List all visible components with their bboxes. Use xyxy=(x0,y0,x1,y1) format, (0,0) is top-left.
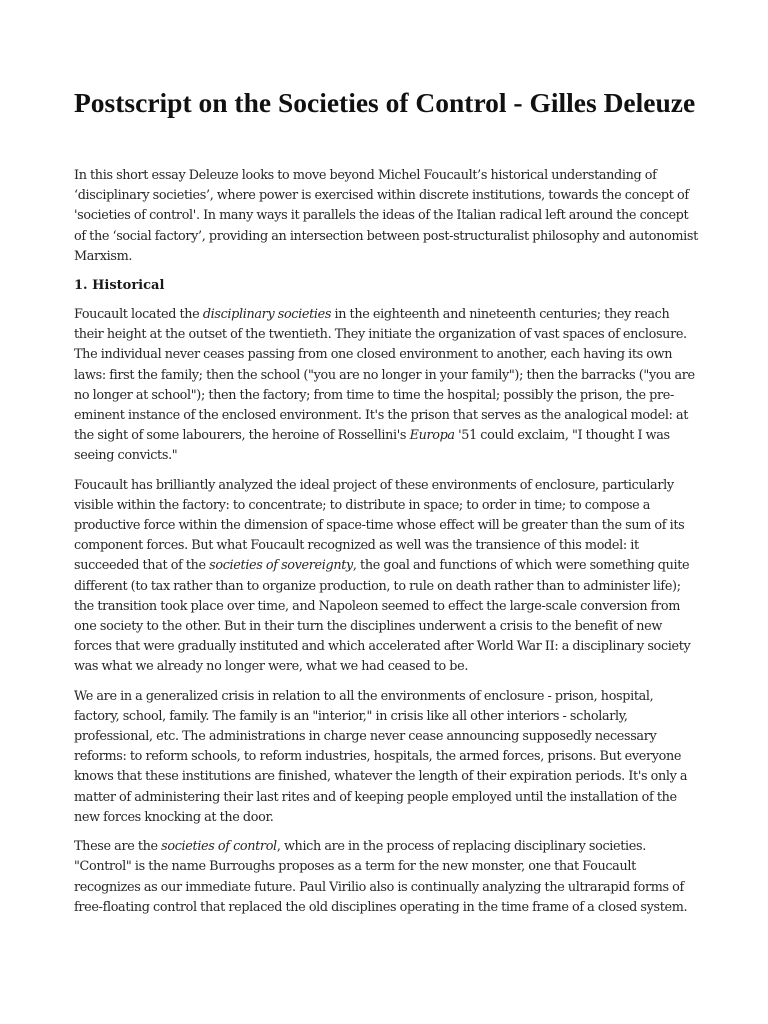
paragraph-2-text-c: , the goal and functions of which were something quite different (to tax rather than to organize production, to rule on death rather than to administer life); the transition took place over time, and Napoleon seemed to effect the large-scale conversion from one society to the other. But in their turn the disciplines underwent a crisis to the benefit of new forces that were gradually instituted and which accelerated after World War II: a disciplinary society was what we already no longer were, what we had ceased to be. xyxy=(74,558,691,675)
paragraph-2-text-a: Foucault has brilliantly analyzed the ideal project of these environments of enclosure, particularly visible within the factory: to concentrate; to distribute in space; to order in time; to compose a productive force within the dimension of space-time whose effect will be greater than the sum of its component forces. But what Foucault recognized as well was the transience of this model: it succeeded that of the xyxy=(74,477,685,574)
paragraph-4-text-c: , which are in the process of replacing disciplinary societies. "Control" is the name Burroughs proposes as a term for the new monster, one that Foucault recognizes as our immediate future. Paul Virilio also is continually analyzing the ultrarapid forms of free-floating control that replaced the old disciplines operating in the time frame of a closed system. xyxy=(74,839,688,915)
paragraph-1-text-e: '51 could exclaim, "I thought I was seeing convicts." xyxy=(74,428,670,464)
document-page xyxy=(74,86,698,927)
paragraph-1-text-a: Foucault located the xyxy=(74,307,203,323)
paragraph-1-emphasis-europa: Europa xyxy=(409,428,455,444)
paragraph-4-text-a: These are the xyxy=(74,839,162,855)
section-heading: 1. Historical xyxy=(74,278,165,294)
paragraph-2-emphasis-sovereignty: societies of sovereignty xyxy=(209,558,353,574)
paragraph-1 xyxy=(74,305,698,467)
paragraph-1-text-c: in the eighteenth and nineteenth centuries; they reach their height at the outset of the twentieth. They initiate the organization of vast spaces of enclosure. The individual never ceases passing from one closed environment to another, each having its own laws: first the family; then the school ("you are no longer in your family"); then the barracks ("you are no longer at school"); then the factory; from time to time the hospital; possibly the prison, the pre-eminent instance of the enclosed environment. It's the prison that serves as the analogical model: at the sight of some labourers, the heroine of Rossellini's xyxy=(74,307,695,444)
paragraph-1-emphasis-disciplinary: disciplinary societies xyxy=(202,307,332,323)
paragraph-3: We are in a generalized crisis in relation to all the environments of enclosure - prison, hospital, factory, school, family. The family is an "interior," in crisis like all other interiors - scholarly, professional, etc. The administrations in charge never cease announcing supposedly necessary reforms: to reform schools, to reform industries, hospitals, the armed forces, prisons. But everyone knows that these institutions are finished, whatever the length of their expiration periods. It's only a matter of administering their last rites and of keeping people employed until the installation of the new forces knocking at the door. xyxy=(74,688,688,825)
paragraph-4-emphasis-control: societies of control xyxy=(161,839,277,855)
page-title: Postscript on the Societies of Control - Gilles Deleuze xyxy=(74,87,696,118)
paragraph-2 xyxy=(74,476,698,678)
intro-paragraph: In this short essay Deleuze looks to move beyond Michel Foucault’s historical understanding of ‘disciplinary societies’, where power is exercised within discrete institutions, towards the concept of 'societies of control'. In many ways it parallels the ideas of the Italian radical left around the concept of the ‘social factory’, providing an intersection between post-structuralist philosophy and autonomist Marxism. xyxy=(74,168,698,264)
paragraph-4 xyxy=(74,837,698,918)
